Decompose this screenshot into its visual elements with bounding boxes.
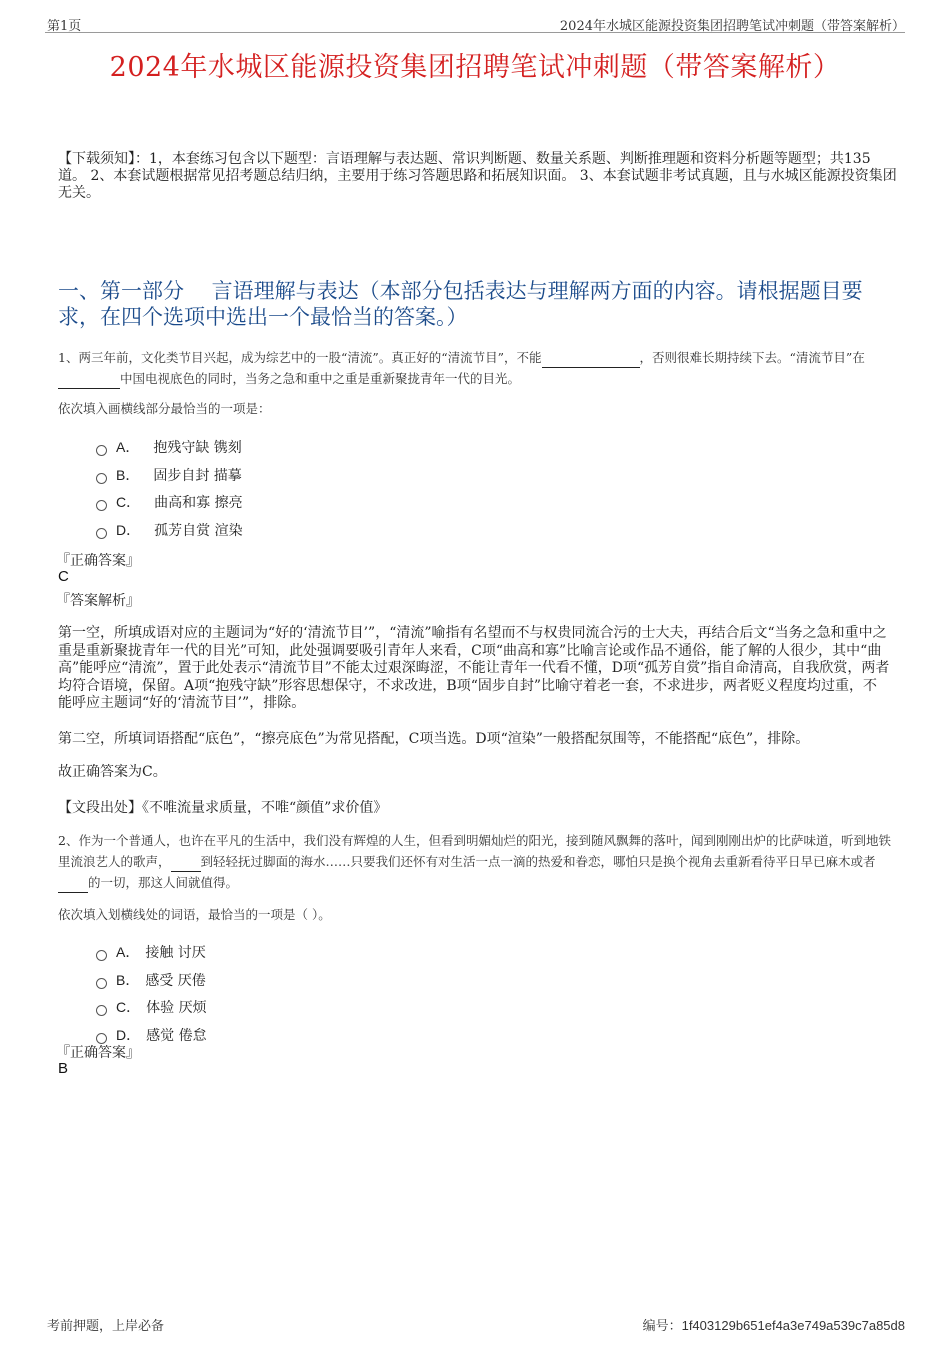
q2-answer: B [58, 1060, 69, 1077]
q1-answer: C [58, 568, 69, 585]
radio-icon[interactable] [96, 978, 107, 989]
q1-option-c[interactable]: C． 曲高和寡 擦亮 [96, 492, 243, 512]
q1-option-a[interactable]: A． 抱残守缺 镌刻 [96, 437, 242, 457]
q1-blank-1 [542, 367, 640, 368]
page-number: 第1页 [47, 19, 82, 34]
q1-answer-label: 『正确答案』 [56, 553, 140, 569]
q1-blank-2 [58, 388, 120, 389]
q2-blank-2 [58, 892, 88, 893]
download-notice: 【下载须知】：1，本套练习包含以下题型：言语理解与表达题、常识判断题、数量关系题、判断推理题和资料分析题等题型；共135道。 2、本套试题根据常见招考题总结归纳，主要用于练习答题思路和拓展知识面。 3、本套试题非考试真题，且与水城区能源投资集团无关。 [58, 151, 897, 201]
q1-analysis-3: 故正确答案为C。 [58, 764, 167, 780]
q2-option-c[interactable]: C． 体验 厌烦 [96, 997, 207, 1017]
question-1-text: 1、两三年前，文化类节目兴起，成为综艺中的一股“清流”。真正好的“清流节目”，不能 ，否则很难长期持续下去。“清流节目”在中国电视底色的同时，当务之急和重中之重是重新聚拢青年一代的目光。 [58, 347, 888, 389]
question-2-instruction: 依次填入划横线处的词语，最恰当的一项是（ ）。 [58, 907, 331, 922]
question-1-instruction: 依次填入画横线部分最恰当的一项是： [58, 401, 271, 416]
radio-icon[interactable] [96, 528, 107, 539]
q2-option-a[interactable]: A． 接触 讨厌 [96, 942, 206, 962]
q2-option-b[interactable]: B． 感受 厌倦 [96, 970, 206, 990]
header-doc-title: 2024年水城区能源投资集团招聘笔试冲刺题（带答案解析） [559, 19, 905, 34]
radio-icon[interactable] [96, 1005, 107, 1016]
page-title: 2024年水城区能源投资集团招聘笔试冲刺题（带答案解析） [109, 52, 841, 83]
q1-option-d[interactable]: D． 孤芳自赏 渲染 [96, 520, 243, 540]
q1-analysis-2: 第二空，所填词语搭配“底色”，“擦亮底色”为常见搭配，C项当选。D项“渲染”一般搭配氛围等，不能搭配“底色”，排除。 [58, 731, 810, 747]
q2-answer-label: 『正确答案』 [56, 1045, 140, 1061]
footer-code: 编号：1f403129b651ef4a3e749a539c7a85d8 [642, 1318, 905, 1334]
section-title: 一、第一部分 言语理解与表达（本部分包括表达与理解两方面的内容。请根据题目要求，在四个选项中选出一个最恰当的答案。） [58, 279, 863, 329]
footer-slogan: 考前押题，上岸必备 [47, 1319, 165, 1334]
radio-icon[interactable] [96, 473, 107, 484]
q1-analysis-label: 『答案解析』 [56, 593, 140, 609]
q2-option-d[interactable]: D． 感觉 倦怠 [96, 1025, 207, 1045]
radio-icon[interactable] [96, 445, 107, 456]
header-divider [45, 32, 905, 33]
radio-icon[interactable] [96, 950, 107, 961]
radio-icon[interactable] [96, 500, 107, 511]
q1-source: 【文段出处】《不唯流量求质量，不唯“颜值”求价值》 [58, 800, 388, 816]
q2-blank-1 [171, 871, 201, 872]
q1-option-b[interactable]: B． 固步自封 描摹 [96, 465, 242, 485]
question-2-text: 2、作为一个普通人，也许在平凡的生活中，我们没有辉煌的人生，但看到明媚灿烂的阳光，接到随风飘舞的落叶，闻到刚刚出炉的比萨味道，听到地铁里流浪艺人的歌声， 到轻轻抚过脚面的海水……只要我们还怀有对生活一点一滴的热爱和眷恋，哪怕只是换个视角去重新看待平日早已麻木或者的一切，那这人间就值得。 [58, 830, 894, 893]
q1-analysis-1: 第一空，所填成语对应的主题词为“好的‘清流节目’”，“清流”喻指有名望而不与权贵同流合污的士大夫，再结合后文“当务之急和重中之重是重新聚拢青年一代的目光”可知，此处强调要吸引青年人来看，C项“曲高和寡”比喻言论或作品不通俗，能了解的人很少，其中“曲高”能呼应“清流”，置于此处表示“清流节目”不能太过艰深晦涩，不能让青年一代看不懂，D项“孤芳自赏”指自命清高，自我欣赏，两者均符合语境，保留。A项“抱残守缺”形容思想保守，不求改进，B项“固步自封”比喻守着老一套，不求进步，两者贬义程度均过重，不能呼应主题词“好的‘清流节目’”，排除。 [58, 625, 890, 711]
